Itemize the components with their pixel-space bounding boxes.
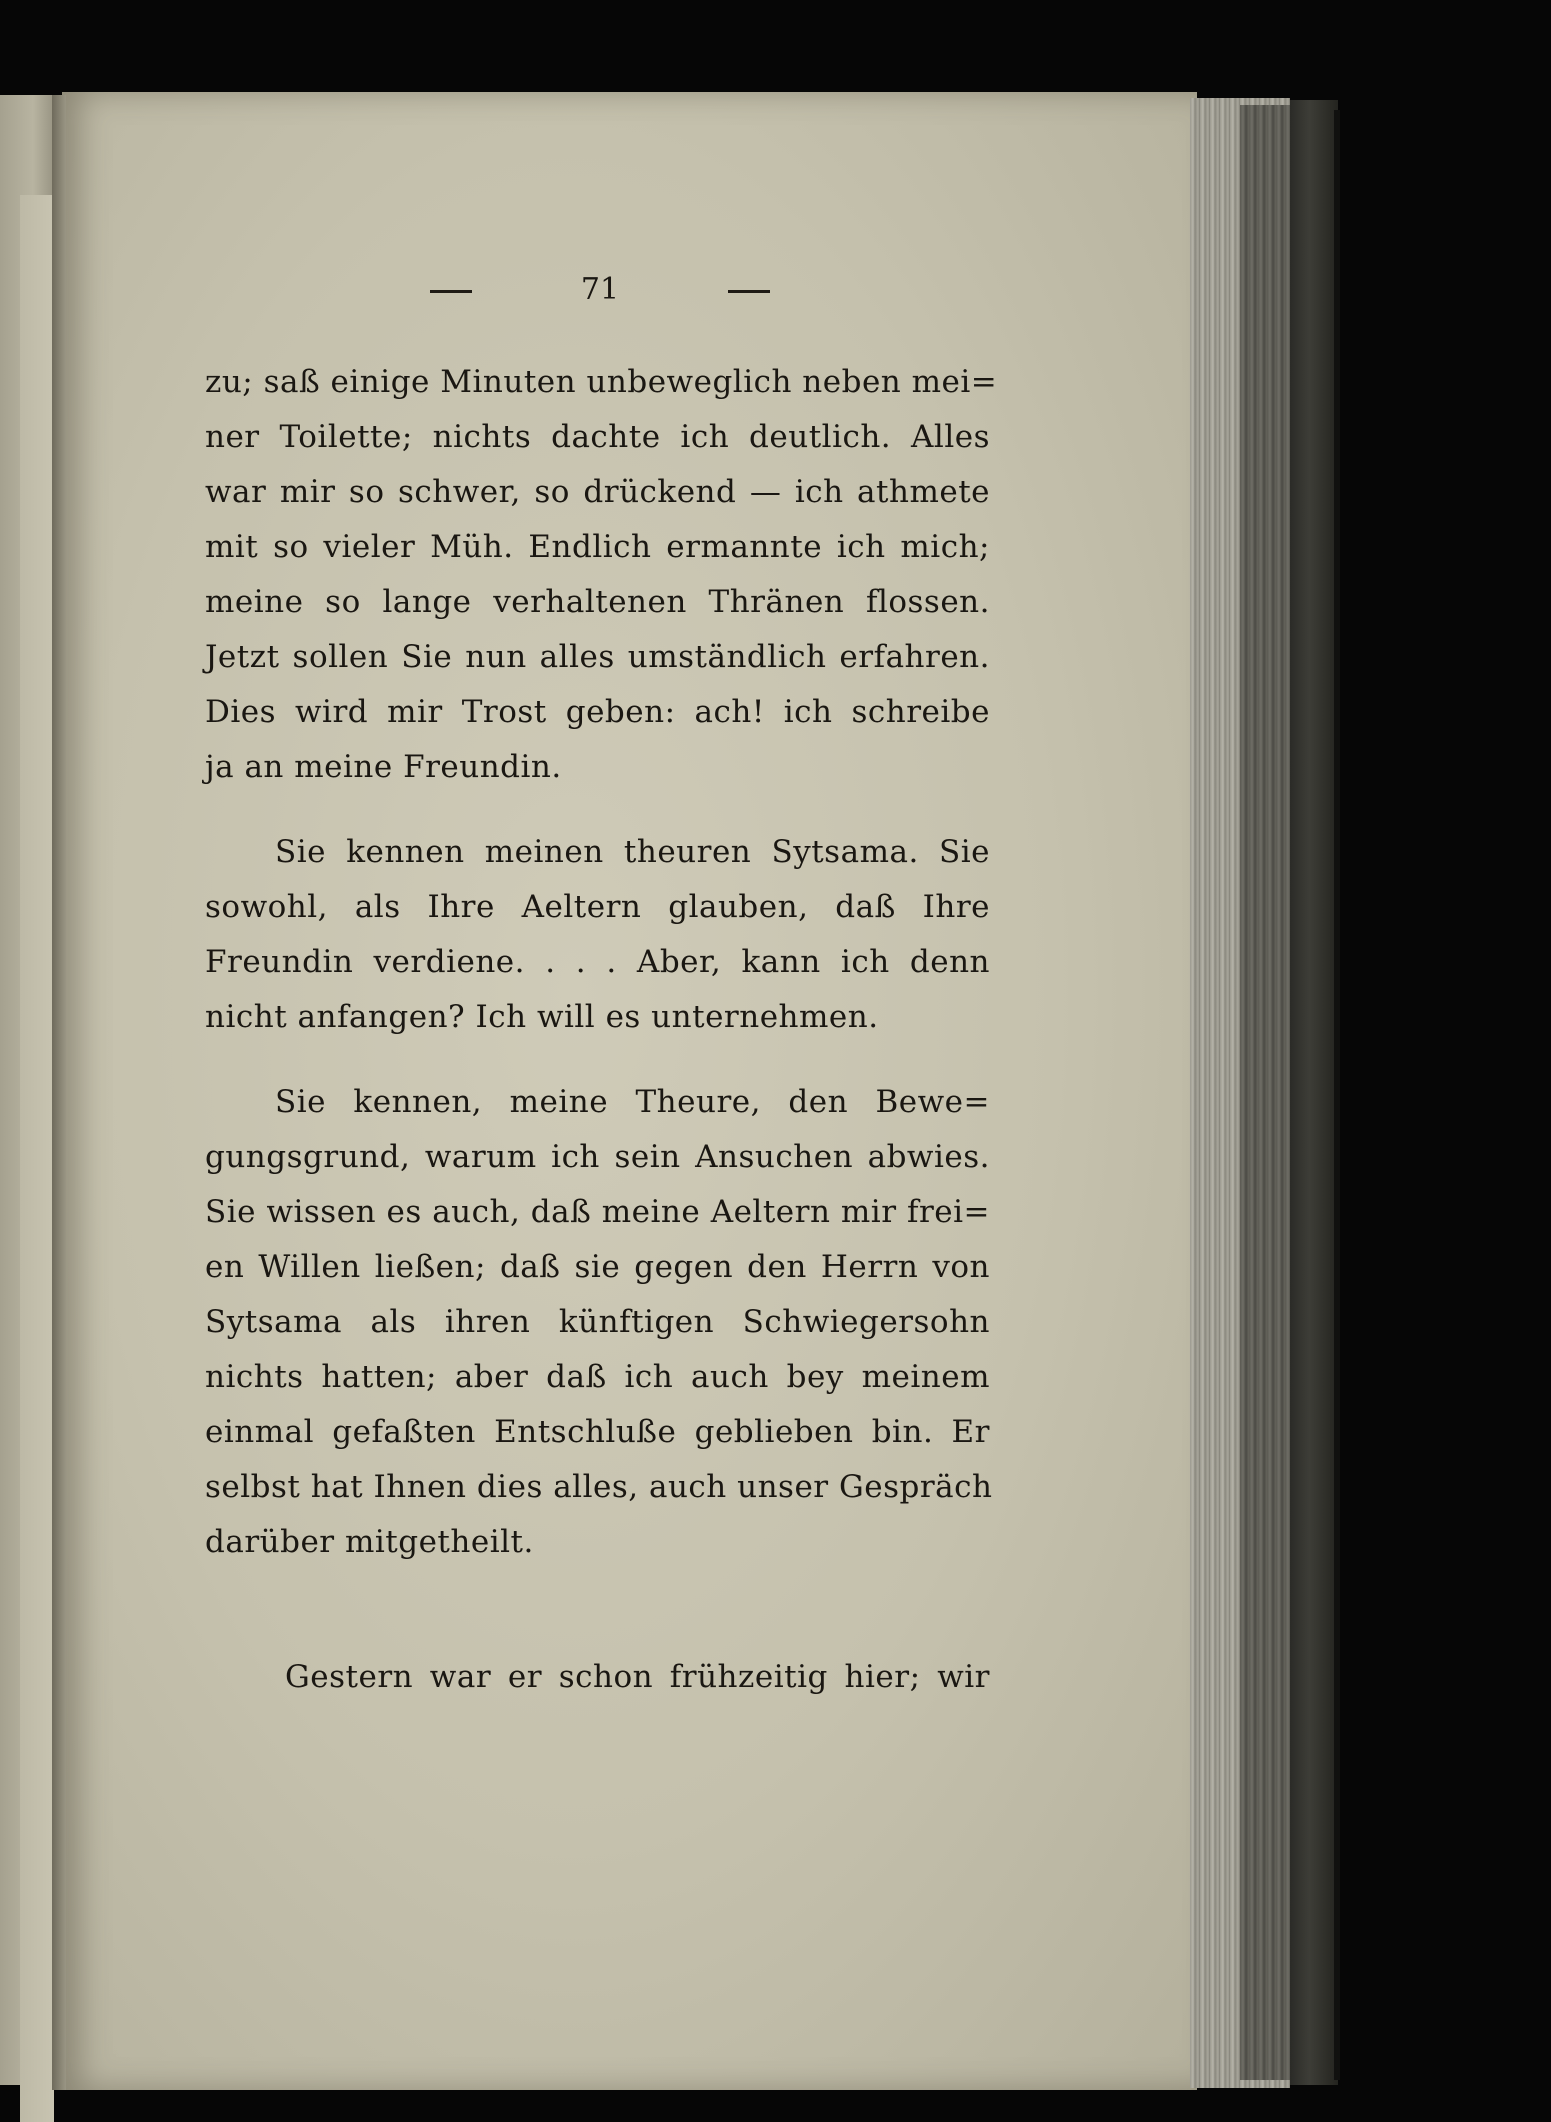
header-dash-right [728, 290, 770, 293]
header-dash-left [430, 290, 472, 293]
text-line: Sie kennen meinen theuren Sytsama. Sie [275, 834, 990, 870]
text-line: en Willen ließen; daß sie gegen den Herrn von [205, 1249, 990, 1285]
text-line: Jetzt sollen Sie nun alles umständlich erfahren. [205, 639, 990, 675]
page-edges-shadow [1240, 105, 1295, 2080]
cover-border [1334, 110, 1340, 2080]
book-cover-edge [1290, 100, 1338, 2085]
paragraph-3 [205, 1075, 993, 1570]
text-line: war mir so schwer, so drückend — ich athmete [205, 474, 990, 510]
paragraph-1 [205, 355, 998, 795]
paragraph-4 [205, 1650, 990, 1705]
text-line: selbst hat Ihnen dies alles, auch unser Gespräch [205, 1469, 993, 1505]
text-line: Sie kennen, meine Theure, den Bewe= [275, 1084, 990, 1120]
text-line: gungsgrund, warum ich sein Ansuchen abwies. [205, 1139, 990, 1175]
text-line: Sie wissen es auch, daß meine Aeltern mir frei= [205, 1194, 990, 1230]
book-gutter [52, 95, 66, 2090]
text-line: nichts hatten; aber daß ich auch bey meinem [205, 1359, 990, 1395]
text-line: Gestern war er schon frühzeitig hier; wir [285, 1659, 990, 1695]
text-line: mit so vieler Müh. Endlich ermannte ich mich; [205, 529, 990, 565]
text-line: nicht anfangen? Ich will es unternehmen. [205, 999, 879, 1035]
text-line: ja an meine Freundin. [205, 749, 562, 785]
text-line: darüber mitgetheilt. [205, 1524, 534, 1560]
text-line: einmal gefaßten Entschluße geblieben bin. Er [205, 1414, 990, 1450]
paragraph-2 [205, 825, 990, 1045]
left-page-surface [20, 195, 54, 2122]
text-line: Sytsama als ihren künftigen Schwiegersohn [205, 1304, 990, 1340]
text-line: sowohl, als Ihre Aeltern glauben, daß Ihre [205, 889, 990, 925]
page-header [430, 272, 770, 312]
text-line: ner Toilette; nichts dachte ich deutlich. Alles [205, 419, 990, 455]
text-line: Dies wird mir Trost geben: ach! ich schreibe [205, 694, 990, 730]
text-line: Freundin verdiene. . . . Aber, kann ich denn [205, 944, 990, 980]
left-facing-page [0, 95, 60, 2085]
page-number: 71 [580, 272, 620, 307]
text-line: meine so lange verhaltenen Thränen flossen. [205, 584, 990, 620]
text-line: zu; saß einige Minuten unbeweglich neben mei= [205, 364, 998, 400]
